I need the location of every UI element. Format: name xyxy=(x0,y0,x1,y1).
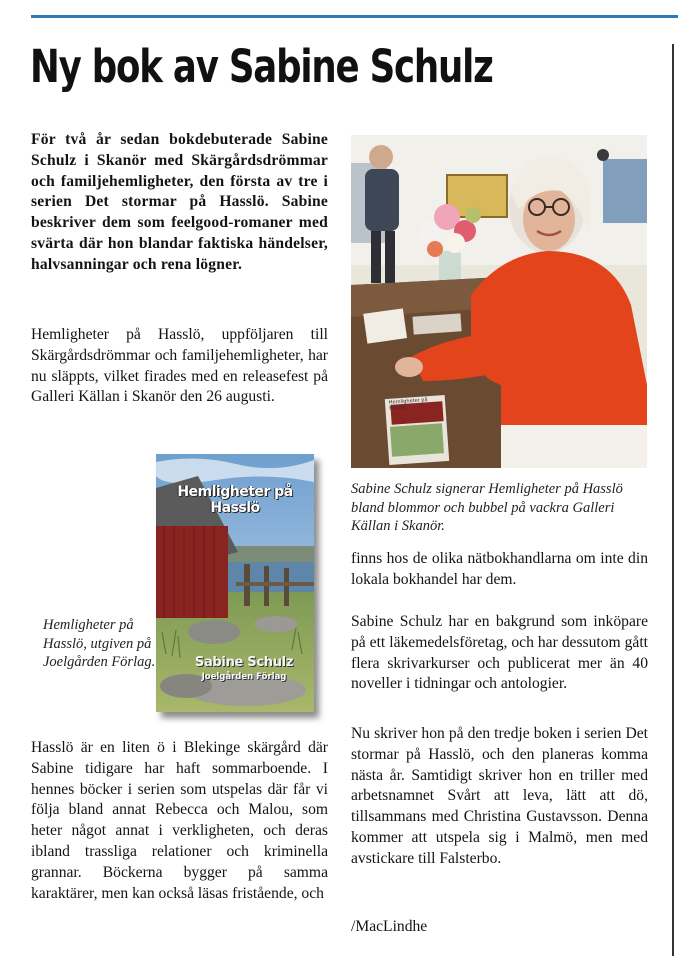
article-lead: För två år sedan bokdebuterade Sabine Schulz i Skanör med Skärgårdsdrömmar och familjehemligheter, den första av tre i serien Det stormar på Hasslö. Sabine beskriver dem som feelgood-romaner med svärta där hon blandar faktiska händelser, halvsanningar och rena lögner. xyxy=(31,131,328,273)
book-caption: Hemligheter på Hasslö, utgiven på Joelgården Förlag. xyxy=(43,617,156,670)
article-headline: Ny bok av Sabine Schulz xyxy=(30,40,493,93)
photo-caption: Sabine Schulz signerar Hemligheter på Hasslö bland blommor och bubbel på vackra Galleri Källan i Skanör. xyxy=(351,481,623,534)
article-paragraph: Hemligheter på Hasslö, uppföljaren till Skärgårdsdrömmar och familjehemligheter, har nu släppts, vilket firades med en releasefest på Galleri Källan i Skanör den 26 augusti. xyxy=(31,326,328,406)
book-cover-author: Sabine Schulz xyxy=(194,655,294,670)
article-paragraph: Hasslö är en liten ö i Blekinge skärgård där Sabine tidigare har haft sommarboende. I hennes böcker i serien som utspelas där får vi följa bland annat Rebecca och Malou, som heter något annat i verkligheten, och deras ibland trassliga relationer och kriminella grannar. Böckerna bygger på samma karaktärer, men kan också läsas fristående, och xyxy=(31,739,328,902)
article-paragraph: Nu skriver hon på den tredje boken i serien Det stormar på Hasslö, och den planeras komma nästa år. Samtidigt skriver hon en triller med arbetsnamnet Svårt att leva, lätt att dö, tillsammans med Christina Gustavsson. Denna kommer att utspela sig i Malmö, men med avstickare till Falsterbo. xyxy=(351,725,648,867)
author-photo xyxy=(351,135,647,468)
article-paragraph: finns hos de olika nätbokhandlarna om inte din lokala bokhandel har dem. xyxy=(351,550,648,588)
column-divider xyxy=(672,44,674,956)
book-cover-image xyxy=(156,454,314,712)
author-photo-illustration xyxy=(351,135,647,468)
book-cover-title: Hemligheter på Hasslö xyxy=(177,484,293,516)
article-signature: /MacLindhe xyxy=(351,918,428,935)
article-paragraph: Sabine Schulz har en bakgrund som inköpare på ett läkemedelsföretag, och har dessutom gått flera skrivarkurser och publicerat mer än 40 noveller i tidningar och antologier. xyxy=(351,613,648,693)
book-cover-publisher: Joelgården Förlag xyxy=(201,672,287,682)
header-rule xyxy=(31,15,678,18)
photo-book-title: Hemligheter på Hasslö xyxy=(388,397,428,412)
